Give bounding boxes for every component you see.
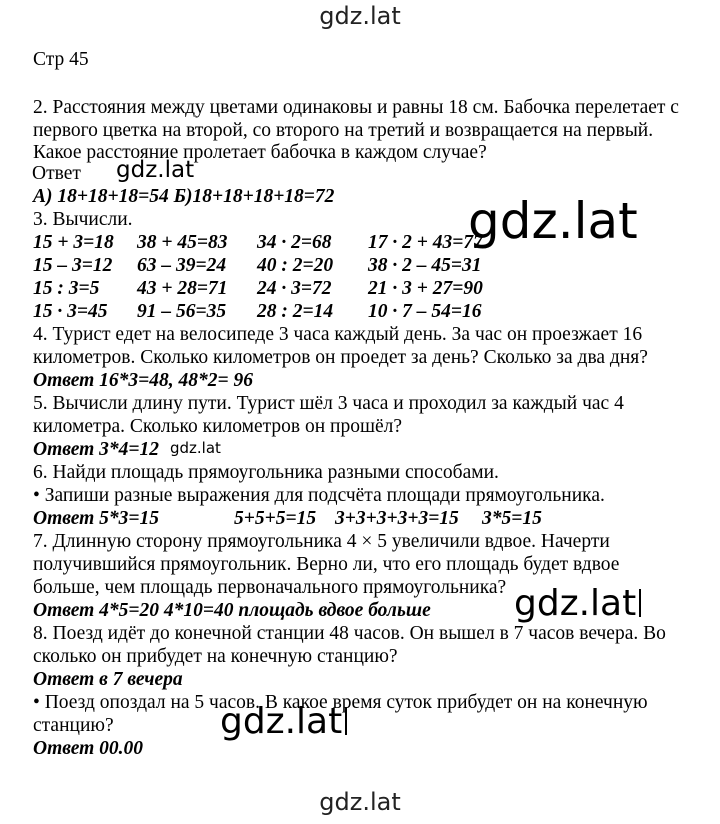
task8-line2: сколько он прибудет на конечную станцию?	[33, 646, 398, 667]
task6-answer-part: 3*5=15	[482, 508, 542, 529]
task6-answer-part: 3+3+3+3+3=15	[335, 508, 459, 529]
watermark-top: gdz.lat	[319, 2, 401, 30]
task2-line3: Какое расстояние пролетает бабочка в каждом случае?	[33, 142, 487, 163]
task3-cell: 40 : 2=20	[257, 255, 334, 276]
task3-title: 3. Вычисли.	[33, 209, 133, 230]
watermark-medium-right: gdz.lat	[514, 583, 641, 624]
task7-line2: получившийся прямоугольник. Верно ли, что его площадь будет вдвое	[33, 554, 620, 575]
task8-line1: 8. Поезд идёт до конечной станции 48 часов. Он вышел в 7 часов вечера. Во	[33, 623, 666, 644]
task8-answer2: Ответ 00.00	[33, 738, 144, 759]
task3-cell: 15 + 3=18	[33, 232, 114, 253]
task6-answer-part: 5+5+5=15	[234, 508, 317, 529]
task4-answer: Ответ 16*3=48, 48*2= 96	[33, 370, 254, 391]
task4-line2: километров. Сколько километров он проедет за день? Сколько за два дня?	[33, 347, 648, 368]
task8-line3: • Поезд опоздал на 5 часов. В какое время суток прибудет он на конечную	[33, 692, 648, 713]
task7-answer: Ответ 4*5=20 4*10=40 площадь вдвое больше	[33, 600, 431, 621]
task6-answer-part: Ответ 5*3=15	[33, 508, 160, 529]
watermark-big: gdz.lat	[468, 192, 638, 250]
task3-cell: 38 · 2 – 45=31	[368, 255, 482, 276]
task3-cell: 15 · 3=45	[33, 301, 108, 322]
task3-cell: 21 · 3 + 27=90	[368, 278, 483, 299]
task2-line2: первого цветка на второй, со второго на третий и возвращается на первый.	[33, 120, 654, 141]
watermark-small: gdz.lat	[116, 157, 195, 183]
watermark-medium-left: gdz.lat	[220, 701, 347, 742]
task4-line1: 4. Турист едет на велосипеде 3 часа каждый день. За час он проезжает 16	[33, 324, 643, 345]
watermark-bottom: gdz.lat	[319, 788, 401, 816]
task5-answer: Ответ 3*4=12	[33, 439, 160, 460]
task3-cell: 10 · 7 – 54=16	[368, 301, 482, 322]
task3-cell: 28 : 2=14	[257, 301, 334, 322]
task5-line1: 5. Вычисли длину пути. Турист шёл 3 часа и проходил за каждый час 4	[33, 393, 624, 414]
task5-line2: километра. Сколько километров он прошёл?	[33, 416, 403, 437]
task3-cell: 43 + 28=71	[137, 278, 228, 299]
task8-answer1: Ответ в 7 вечера	[33, 669, 183, 690]
task3-cell: 34 · 2=68	[257, 232, 332, 253]
task2-line1: 2. Расстояния между цветами одинаковы и равны 18 см. Бабочка перелетает с	[33, 97, 679, 118]
task3-cell: 15 : 3=5	[33, 278, 100, 299]
watermark-tiny: gdz.lat	[170, 439, 221, 457]
task7-line3: больше, чем площадь первоначального прямоугольника?	[33, 577, 507, 598]
task7-line1: 7. Длинную сторону прямоугольника 4 × 5 увеличили вдвое. Начерти	[33, 531, 610, 552]
task2-answer: А) 18+18+18=54 Б)18+18+18+18=72	[33, 186, 335, 207]
task3-cell: 17 · 2 + 43=77	[368, 232, 483, 253]
task3-cell: 38 + 45=83	[137, 232, 228, 253]
task3-cell: 63 – 39=24	[137, 255, 227, 276]
task3-cell: 15 – 3=12	[33, 255, 113, 276]
task2-answer-label: Ответ	[32, 163, 81, 184]
task6-line1: 6. Найди площадь прямоугольника разными способами.	[33, 462, 499, 483]
task3-cell: 24 · 3=72	[257, 278, 332, 299]
task8-line4: станцию?	[33, 715, 114, 736]
task6-line2: • Запиши разные выражения для подсчёта площади прямоугольника.	[33, 485, 605, 506]
page-label: Стр 45	[33, 49, 89, 70]
task3-cell: 91 – 56=35	[137, 301, 227, 322]
